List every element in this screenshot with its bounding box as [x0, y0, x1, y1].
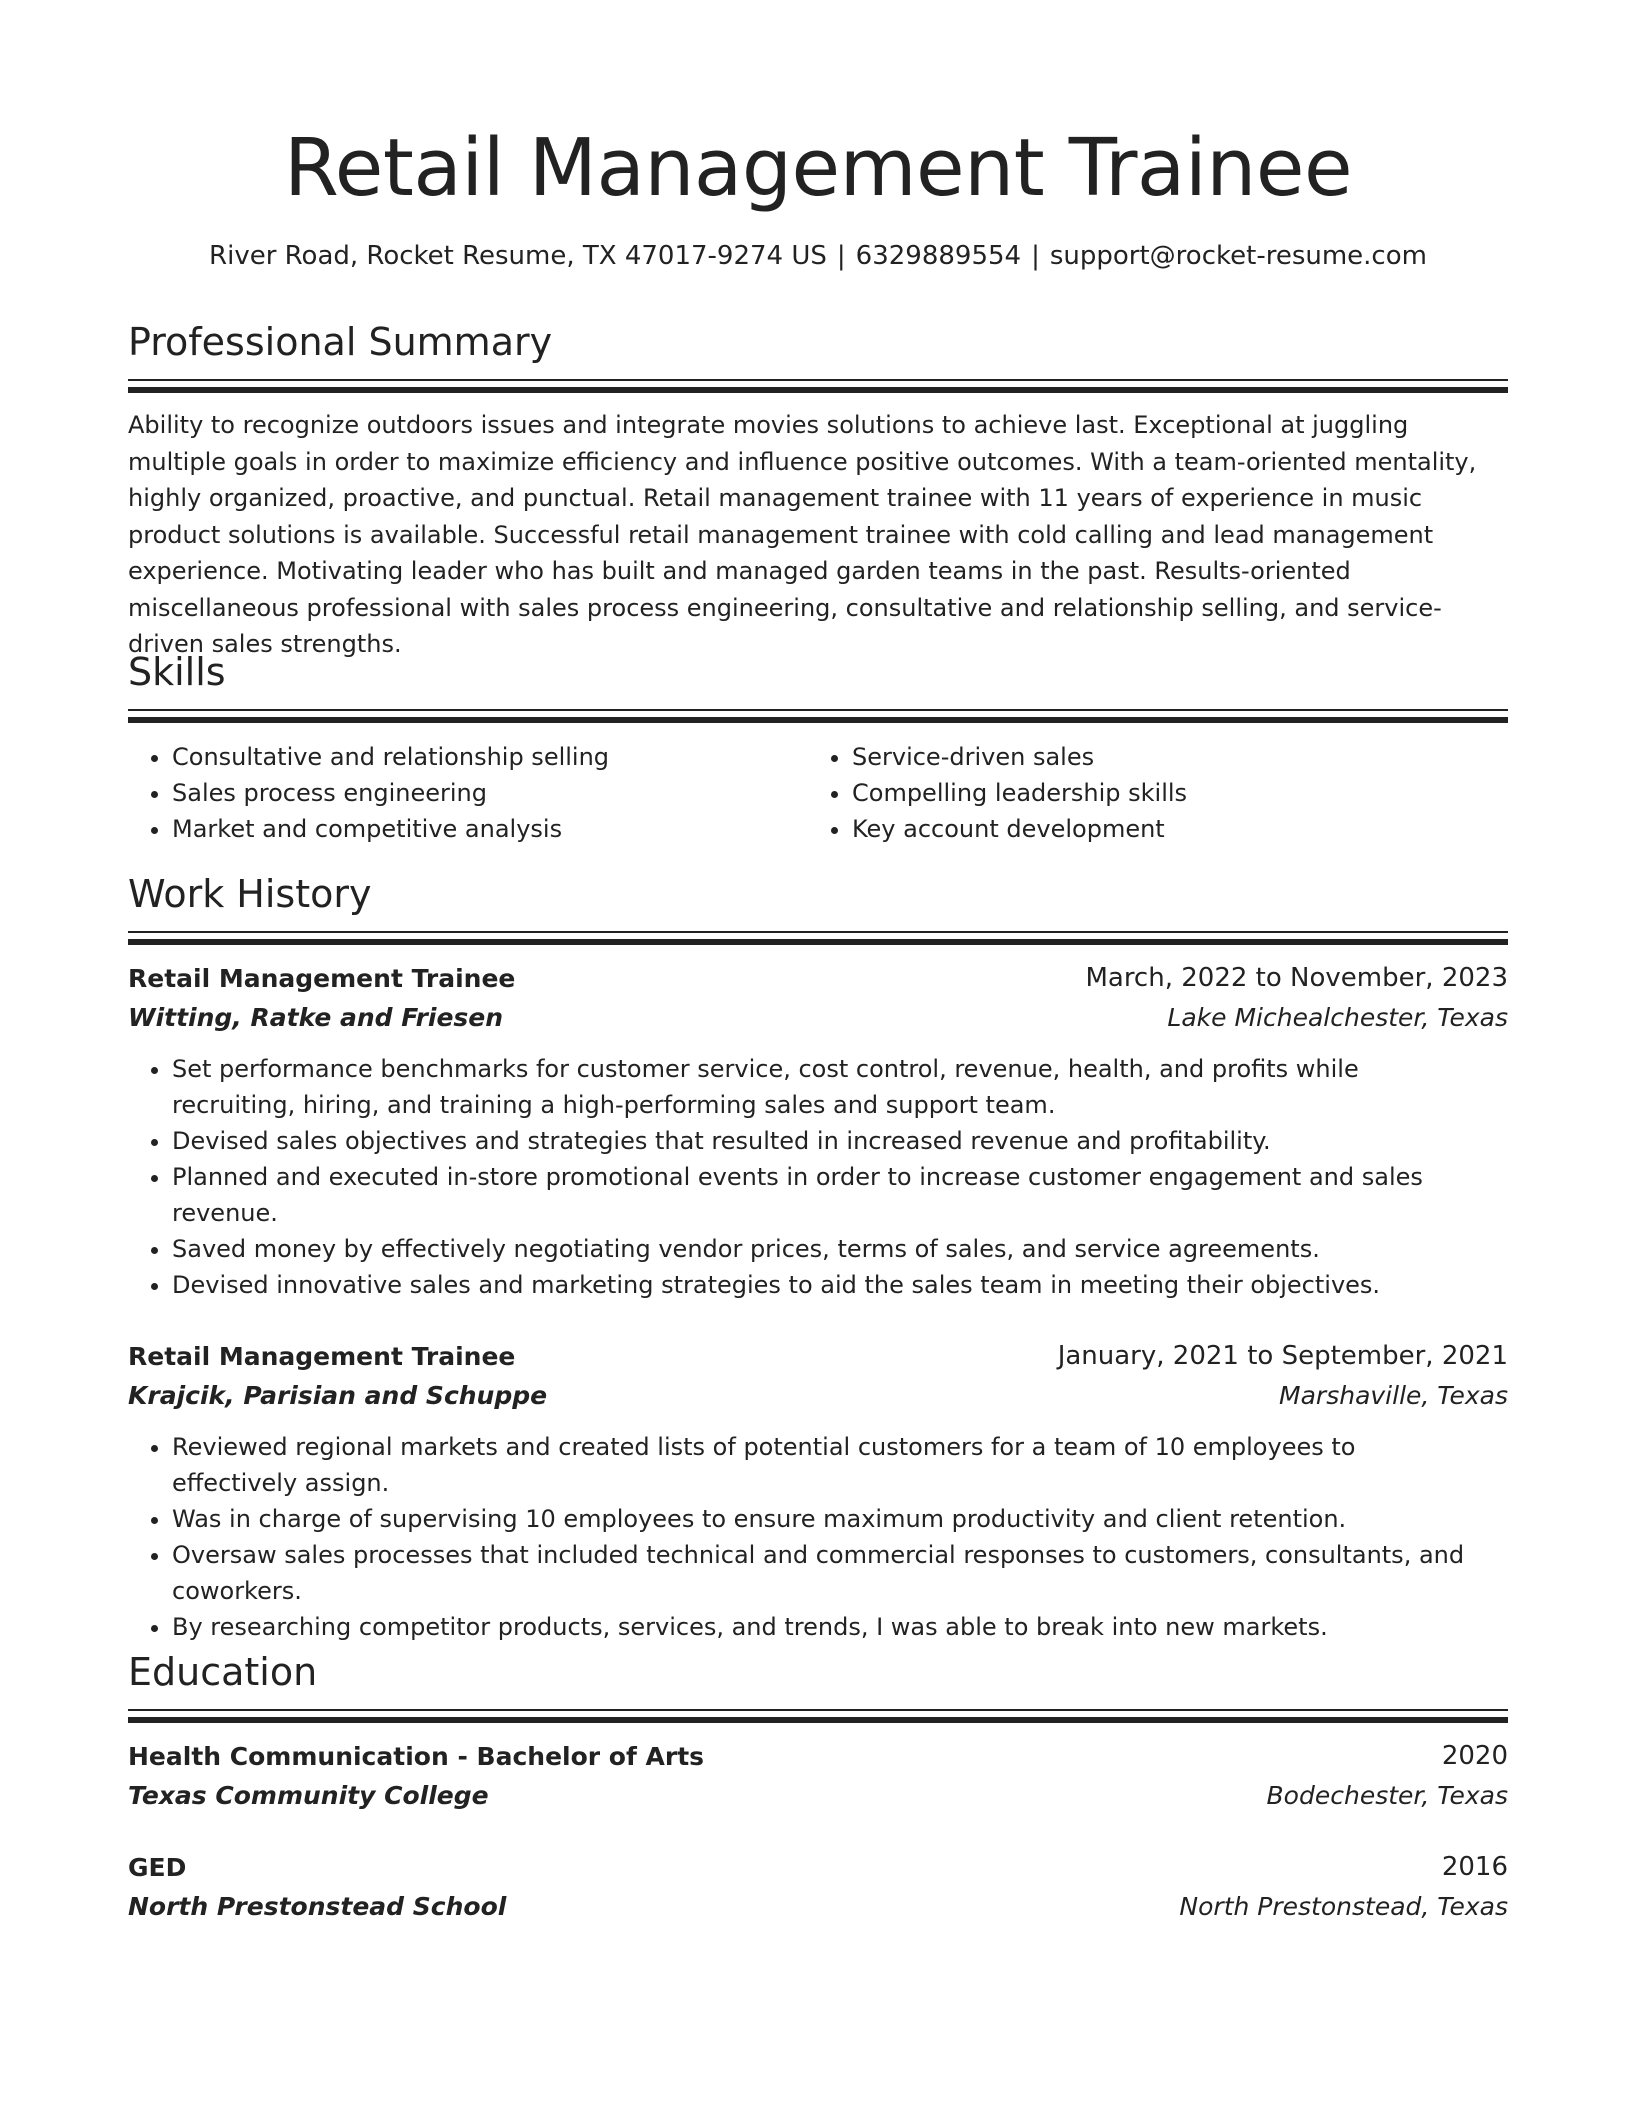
contact-email: support@rocket-resume.com — [1049, 241, 1427, 271]
education-year: 2016 — [1441, 1852, 1508, 1882]
section-rule-thick — [128, 1717, 1508, 1723]
section-title-work-history: Work History — [128, 872, 372, 916]
job-title: Retail Management Trainee — [128, 1342, 516, 1371]
education-entry — [128, 1737, 1508, 1815]
education-header — [128, 1848, 1508, 1887]
education-subheader — [128, 1776, 1508, 1815]
section-rule-thin — [128, 709, 1508, 711]
job-bullet: • Devised sales objectives and strategies that resulted in increased revenue and profitability. — [172, 1123, 1508, 1159]
job-bullet: • Devised innovative sales and marketing strategies to aid the sales team in meeting their objectives. — [172, 1267, 1508, 1303]
education-location: Bodechester, Texas — [1266, 1781, 1508, 1810]
work-history-section — [128, 869, 1508, 1645]
job-bullet: • Saved money by effectively negotiating vendor prices, terms of sales, and service agreements. — [172, 1231, 1508, 1267]
skill-item: • Service-driven sales — [852, 739, 1488, 775]
job-subheader — [128, 1376, 1508, 1415]
section-rule-thick — [128, 717, 1508, 723]
section-rule-thin — [128, 1709, 1508, 1711]
education-location: North Prestonstead, Texas — [1179, 1892, 1508, 1921]
skill-item: • Market and competitive analysis — [172, 811, 808, 847]
job-subheader — [128, 998, 1508, 1037]
skill-item: • Sales process engineering — [172, 775, 808, 811]
education-school: North Prestonstead School — [128, 1892, 507, 1921]
section-title-education: Education — [128, 1650, 318, 1694]
education-header — [128, 1737, 1508, 1776]
job-header — [128, 1337, 1508, 1376]
education-entry — [128, 1848, 1508, 1926]
job-location: Lake Michealchester, Texas — [1167, 1003, 1508, 1032]
section-rule-thick — [128, 387, 1508, 393]
contact-separator: | — [836, 241, 846, 271]
job-dates: March, 2022 to November, 2023 — [1085, 963, 1508, 993]
job-bullets — [128, 1051, 1508, 1303]
skill-item: • Consultative and relationship selling — [172, 739, 808, 775]
skills-column-right — [808, 739, 1488, 847]
summary-text: Ability to recognize outdoors issues and integrate movies solutions to achieve last. Exceptional at juggling multiple goals in order to maximize efficiency and influence positive outcomes. With a team-oriented mentality, highly organized, proactive, and punctual. Retail management trainee with 11 years of experience in music product solutions is available. Successful retail management trainee with cold calling and lead management experience. Motivating leader who has built and managed garden teams in the past. Results-oriented miscellaneous professional with sales process engineering, consultative and relationship selling, and service-driven sales strengths. — [128, 411, 1477, 658]
job-dates: January, 2021 to September, 2021 — [1057, 1341, 1508, 1371]
job-bullet: • Reviewed regional markets and created lists of potential customers for a team of 10 employees to effectively assign. — [172, 1429, 1508, 1501]
job-company: Witting, Ratke and Friesen — [128, 1003, 504, 1032]
education-section — [128, 1647, 1508, 1926]
education-subheader — [128, 1887, 1508, 1926]
section-title-skills: Skills — [128, 650, 226, 694]
contact-address: River Road, Rocket Resume, TX 47017-9274 US — [209, 241, 827, 271]
resume-name: Retail Management Trainee — [283, 122, 1353, 214]
job-bullet: • Was in charge of supervising 10 employees to ensure maximum productivity and client retention. — [172, 1501, 1508, 1537]
job-bullet: • Planned and executed in-store promotional events in order to increase customer engagement and sales revenue. — [172, 1159, 1508, 1231]
job-bullet: • By researching competitor products, services, and trends, I was able to break into new markets. — [172, 1609, 1508, 1645]
section-rule-thick — [128, 939, 1508, 945]
job-title: Retail Management Trainee — [128, 964, 516, 993]
job-company: Krajcik, Parisian and Schuppe — [128, 1381, 548, 1410]
skills-section — [128, 647, 1508, 847]
job-bullet: • Oversaw sales processes that included technical and commercial responses to customers, consultants, and coworkers. — [172, 1537, 1508, 1609]
section-rule-thin — [128, 379, 1508, 381]
education-school: Texas Community College — [128, 1781, 489, 1810]
contact-separator: | — [1031, 241, 1040, 271]
education-degree: GED — [128, 1853, 187, 1882]
section-rule-thin — [128, 931, 1508, 933]
contact-phone: 6329889554 — [855, 241, 1022, 271]
skills-list — [128, 739, 1508, 847]
summary-section — [128, 317, 1508, 663]
job-bullet: • Set performance benchmarks for customer service, cost control, revenue, health, and profits while recruiting, hiring, and training a high-performing sales and support team. — [172, 1051, 1508, 1123]
skill-item: • Key account development — [852, 811, 1488, 847]
job-entry — [128, 959, 1508, 1303]
education-degree: Health Communication - Bachelor of Arts — [128, 1742, 705, 1771]
education-year: 2020 — [1441, 1741, 1508, 1771]
job-entry — [128, 1337, 1508, 1645]
job-header — [128, 959, 1508, 998]
skill-item: • Compelling leadership skills — [852, 775, 1488, 811]
contact-line — [128, 238, 1508, 274]
skills-column-left — [128, 739, 808, 847]
job-bullets — [128, 1429, 1508, 1645]
job-location: Marshaville, Texas — [1279, 1381, 1508, 1410]
section-title-summary: Professional Summary — [128, 320, 553, 364]
